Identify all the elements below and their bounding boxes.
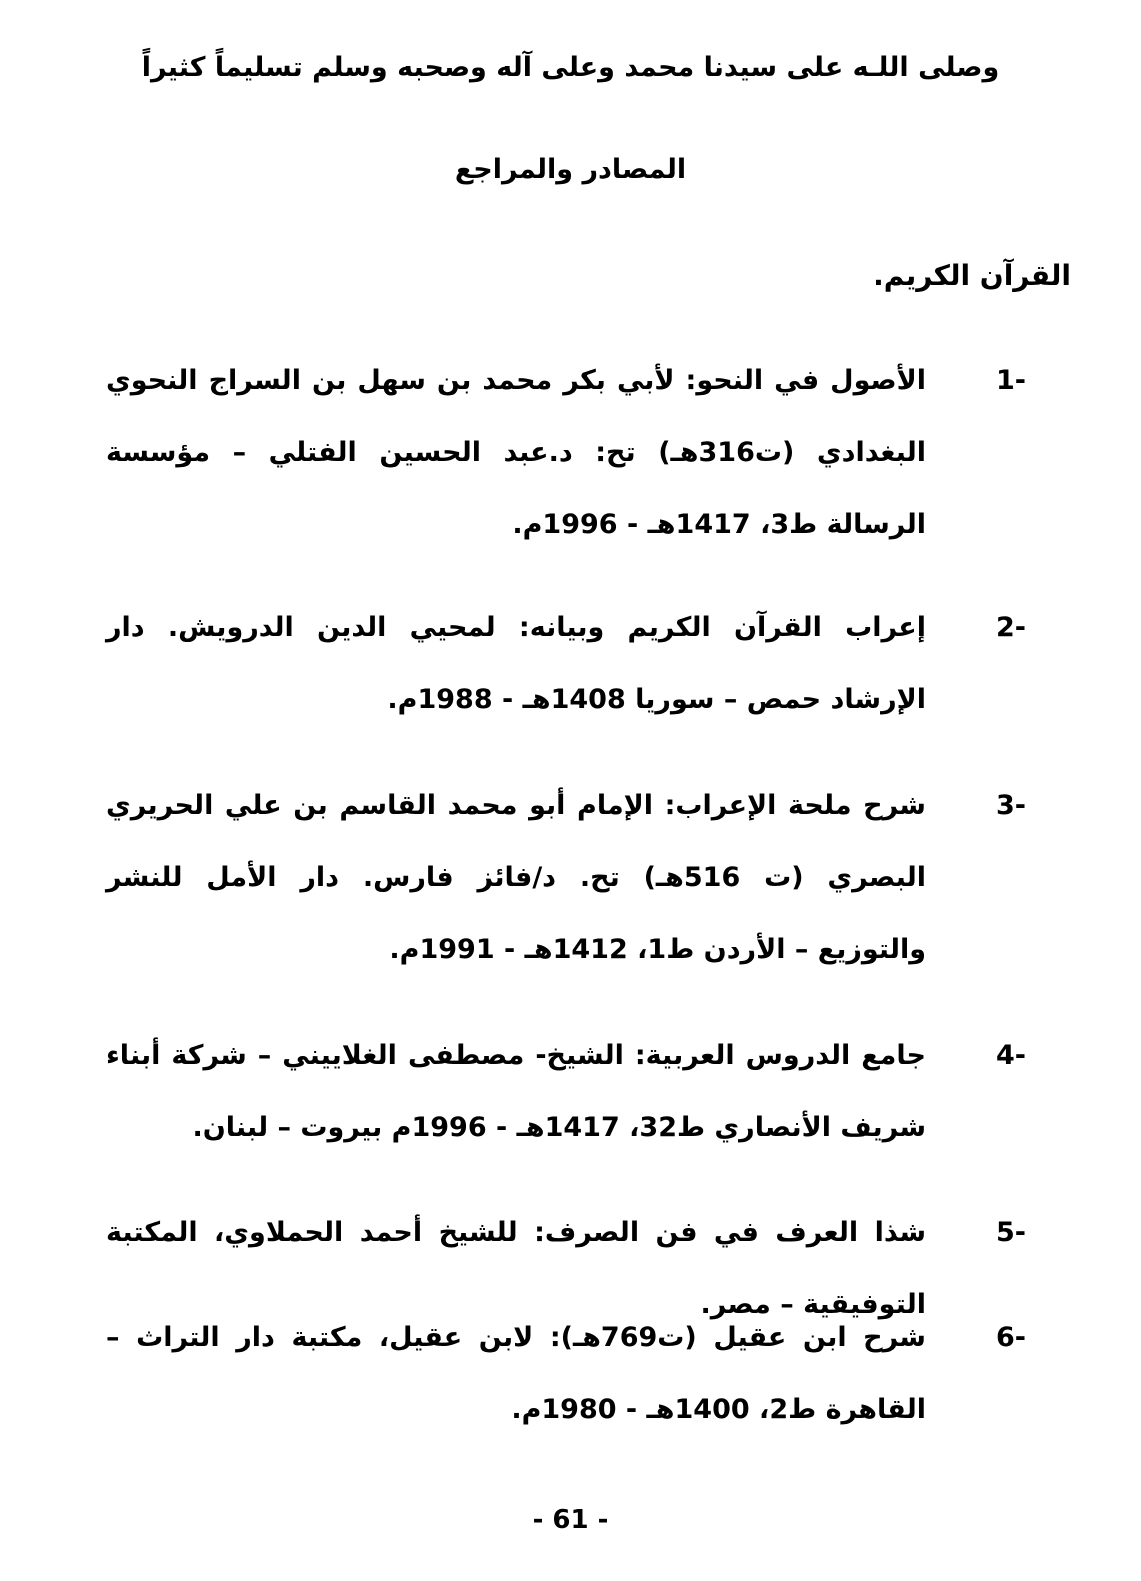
reference-item [86, 345, 1036, 561]
reference-text: شذا العرف في فن الصرف: للشيخ أحمد الحملاوي، المكتبة التوفيقية – مصر. [106, 1217, 926, 1320]
reference-text: الأصول في النحو: لأبي بكر محمد بن سهل بن السراج النحوي البغدادي (ت316هـ) تح: د.عبد الحسين الفتلي – مؤسسة الرسالة ط3، 1417هـ - 1996م. [106, 365, 926, 540]
reference-number: -6 [995, 1322, 1026, 1353]
reference-number: -4 [995, 1040, 1026, 1071]
reference-text: إعراب القرآن الكريم وبيانه: لمحيي الدين الدرويش. دار الإرشاد حمص – سوريا 1408هـ - 1988م. [106, 612, 926, 715]
reference-item [86, 592, 1036, 736]
reference-number: -3 [995, 790, 1026, 821]
reference-number: -2 [995, 612, 1026, 643]
reference-number: -1 [995, 365, 1026, 396]
page-number: - 61 - [532, 1505, 609, 1535]
reference-text: شرح ابن عقيل (ت769هـ): لابن عقيل، مكتبة دار التراث – القاهرة ط2، 1400هـ - 1980م. [106, 1322, 926, 1425]
reference-item [86, 770, 1036, 986]
reference-text: شرح ملحة الإعراب: الإمام أبو محمد القاسم بن علي الحريري البصري (ت 516هـ) تح. د/فائز فارس. دار الأمل للنشر والتوزيع – الأردن ط1، 1412هـ - 1991م. [106, 790, 926, 965]
closing-invocation: وصلى اللـه على سيدنا محمد وعلى آله وصحبه وسلم تسليماً كثيراً [141, 52, 1000, 83]
reference-text: جامع الدروس العربية: الشيخ- مصطفى الغلاييني – شركة أبناء شريف الأنصاري ط32، 1417هـ - 1996م بيروت – لبنان. [106, 1040, 926, 1143]
quran-entry: القرآن الكريم. [873, 259, 1071, 292]
reference-number: -5 [995, 1217, 1026, 1248]
reference-item [86, 1020, 1036, 1164]
reference-item [86, 1302, 1036, 1446]
section-title: المصادر والمراجع [454, 154, 687, 185]
